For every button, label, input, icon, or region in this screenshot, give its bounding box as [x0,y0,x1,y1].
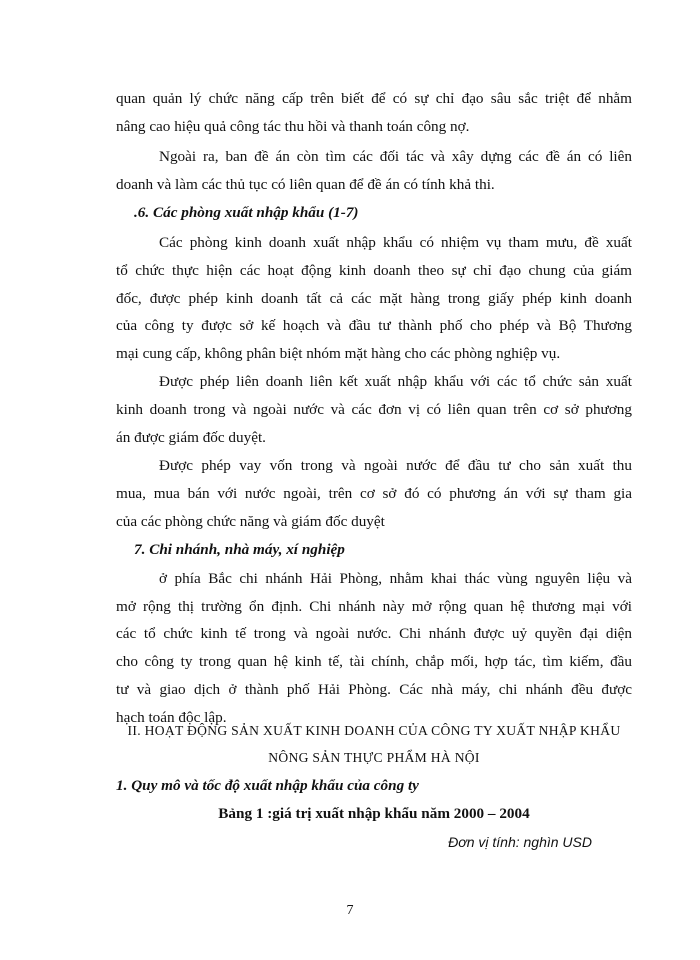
page-number: 7 [346,903,354,918]
paragraph-line: các tổ chức kinh tế trong và ngoài nước. Chi nhánh được uỷ quyền đại diện [116,625,632,642]
paragraph-line: doanh và làm các thủ tục có liên quan để đề án có tính khả thi. [116,176,495,193]
chapter-heading-line: II. HOẠT ĐỘNG SẢN XUẤT KINH DOANH CỦA CÔNG TY XUẤT NHẬP KHẨU [127,723,621,738]
section-heading-1: 1. Quy mô và tốc độ xuất nhập khẩu của công ty [116,777,419,794]
paragraph-line: tư và giao dịch ở thành phố Hải Phòng. Các nhà máy, chi nhánh đều được [116,681,632,698]
unit-note: Đơn vị tính: nghìn USD [448,834,592,850]
paragraph-line: của công ty được sở kế hoạch và đầu tư thành phố cho phép và Bộ Thương [116,317,632,334]
paragraph-line: cho công ty trong quan hệ kinh tế, tài chính, chắp mối, hợp tác, tìm kiếm, đầu [116,653,632,670]
paragraph-line: đốc, được phép kinh doanh tất cả các mặt hàng trong giấy phép kinh doanh [116,290,632,307]
paragraph-line: mở rộng thị trường ổn định. Chi nhánh này mở rộng quan hệ thương mại với [116,598,632,615]
paragraph-line: Được phép liên doanh liên kết xuất nhập khẩu với các tổ chức sản xuất [159,373,632,390]
paragraph-line: án được giám đốc duyệt. [116,429,266,446]
section-heading-6: .6. Các phòng xuất nhập khẩu (1-7) [134,204,359,221]
section-heading-7: 7. Chi nhánh, nhà máy, xí nghiệp [134,541,345,558]
paragraph-line: mua, mua bán với nước ngoài, trên cơ sở đó có phương án với sự tham gia [116,485,632,502]
table-title: Bảng 1 :giá trị xuất nhập khẩu năm 2000 – 2004 [218,805,530,822]
paragraph-line: Được phép vay vốn trong và ngoài nước để đầu tư cho sản xuất thu [159,457,632,474]
paragraph-line: của các phòng chức năng và giám đốc duyệt [116,513,385,530]
chapter-heading-line: NÔNG SẢN THỰC PHẨM HÀ NỘI [268,750,480,765]
paragraph-line: Ngoài ra, ban đề án còn tìm các đối tác và xây dựng các đề án có liên [159,148,632,165]
paragraph-line: tổ chức thực hiện các hoạt động kinh doanh theo sự chỉ đạo chung của giám [116,262,632,279]
paragraph-line: hạch toán độc lập. [116,709,227,726]
paragraph-line: mại cung cấp, không phân biệt nhóm mặt hàng cho các phòng nghiệp vụ. [116,345,561,362]
paragraph-line: quan quản lý chức năng cấp trên biết để có sự chỉ đạo sâu sắc triệt để nhằm [116,90,632,107]
paragraph-line: Các phòng kinh doanh xuất nhập khẩu có nhiệm vụ tham mưu, đề xuất [159,234,632,251]
paragraph-line: nâng cao hiệu quả công tác thu hồi và thanh toán công nợ. [116,118,470,135]
paragraph-line: kinh doanh trong và ngoài nước và các đơn vị có liên quan trên cơ sở phương [116,401,632,418]
paragraph-line: ở phía Bắc chi nhánh Hải Phòng, nhằm khai thác vùng nguyên liệu và [159,570,632,587]
